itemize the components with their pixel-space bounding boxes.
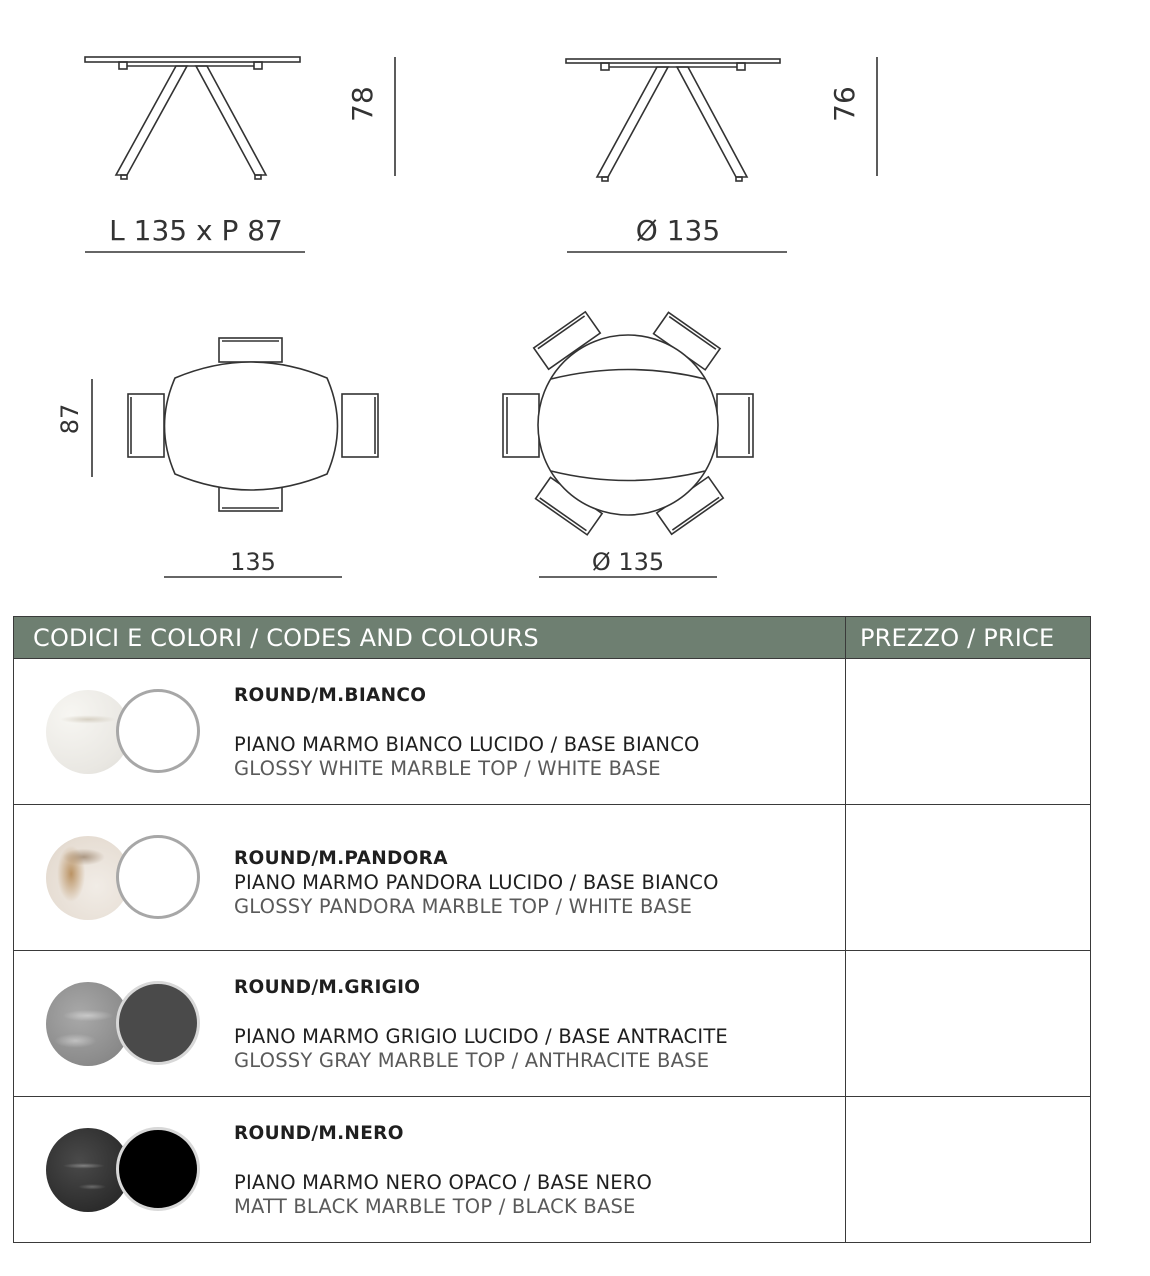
table-row: [14, 658, 1090, 804]
codes-and-colours-table: [13, 616, 1091, 1243]
rect-table-top-view: [128, 338, 378, 511]
row-codes-cell: [14, 1097, 846, 1242]
rect-height-label: 78: [346, 86, 379, 122]
product-code: ROUND/M.GRIGIO: [234, 977, 421, 998]
description-italian: PIANO MARMO PANDORA LUCIDO / BASE BIANCO: [234, 871, 719, 894]
colour-swatches: [46, 835, 206, 921]
description-english: GLOSSY PANDORA MARBLE TOP / WHITE BASE: [234, 895, 693, 918]
product-code: ROUND/M.NERO: [234, 1123, 404, 1144]
table-row: [14, 950, 1090, 1096]
rect-top-depth-label: 87: [56, 403, 84, 435]
description-english: GLOSSY WHITE MARBLE TOP / WHITE BASE: [234, 757, 661, 780]
table-header: [14, 617, 1090, 658]
anthracite-base-swatch: [116, 981, 200, 1065]
price-cell: [846, 805, 1090, 950]
description-italian: PIANO MARMO BIANCO LUCIDO / BASE BIANCO: [234, 733, 700, 756]
row-codes-cell: [14, 951, 846, 1096]
table-row: [14, 1096, 1090, 1242]
white-base-swatch: [116, 689, 200, 773]
row-codes-cell: [14, 805, 846, 950]
header-codes-colours: CODICI E COLORI / CODES AND COLOURS: [14, 617, 846, 658]
table-row: [14, 804, 1090, 950]
colour-swatches: [46, 1127, 206, 1213]
rect-table-side-view: [85, 57, 300, 179]
round-side-dims-label: Ø 135: [635, 214, 721, 247]
round-table-top-view: [503, 312, 753, 535]
black-base-swatch: [116, 1127, 200, 1211]
description-english: MATT BLACK MARBLE TOP / BLACK BASE: [234, 1195, 636, 1218]
price-cell: [846, 659, 1090, 804]
description-english: GLOSSY GRAY MARBLE TOP / ANTHRACITE BASE: [234, 1049, 710, 1072]
description-italian: PIANO MARMO NERO OPACO / BASE NERO: [234, 1171, 653, 1194]
price-cell: [846, 1097, 1090, 1242]
colour-swatches: [46, 981, 206, 1067]
price-cell: [846, 951, 1090, 1096]
round-height-label: 76: [828, 86, 861, 122]
technical-drawings: [0, 0, 1150, 600]
rect-side-dims-label: L 135 x P 87: [109, 214, 283, 247]
description-italian: PIANO MARMO GRIGIO LUCIDO / BASE ANTRACITE: [234, 1025, 728, 1048]
round-table-side-view: [566, 59, 780, 181]
colour-swatches: [46, 689, 206, 775]
round-top-diameter-label: Ø 135: [591, 548, 665, 576]
white-base-swatch: [116, 835, 200, 919]
rect-top-length-label: 135: [230, 548, 276, 576]
header-price: PREZZO / PRICE: [860, 623, 1055, 652]
product-code: ROUND/M.PANDORA: [234, 848, 448, 869]
drawings-svg: [0, 0, 1150, 600]
product-code: ROUND/M.BIANCO: [234, 685, 427, 706]
row-codes-cell: [14, 659, 846, 804]
